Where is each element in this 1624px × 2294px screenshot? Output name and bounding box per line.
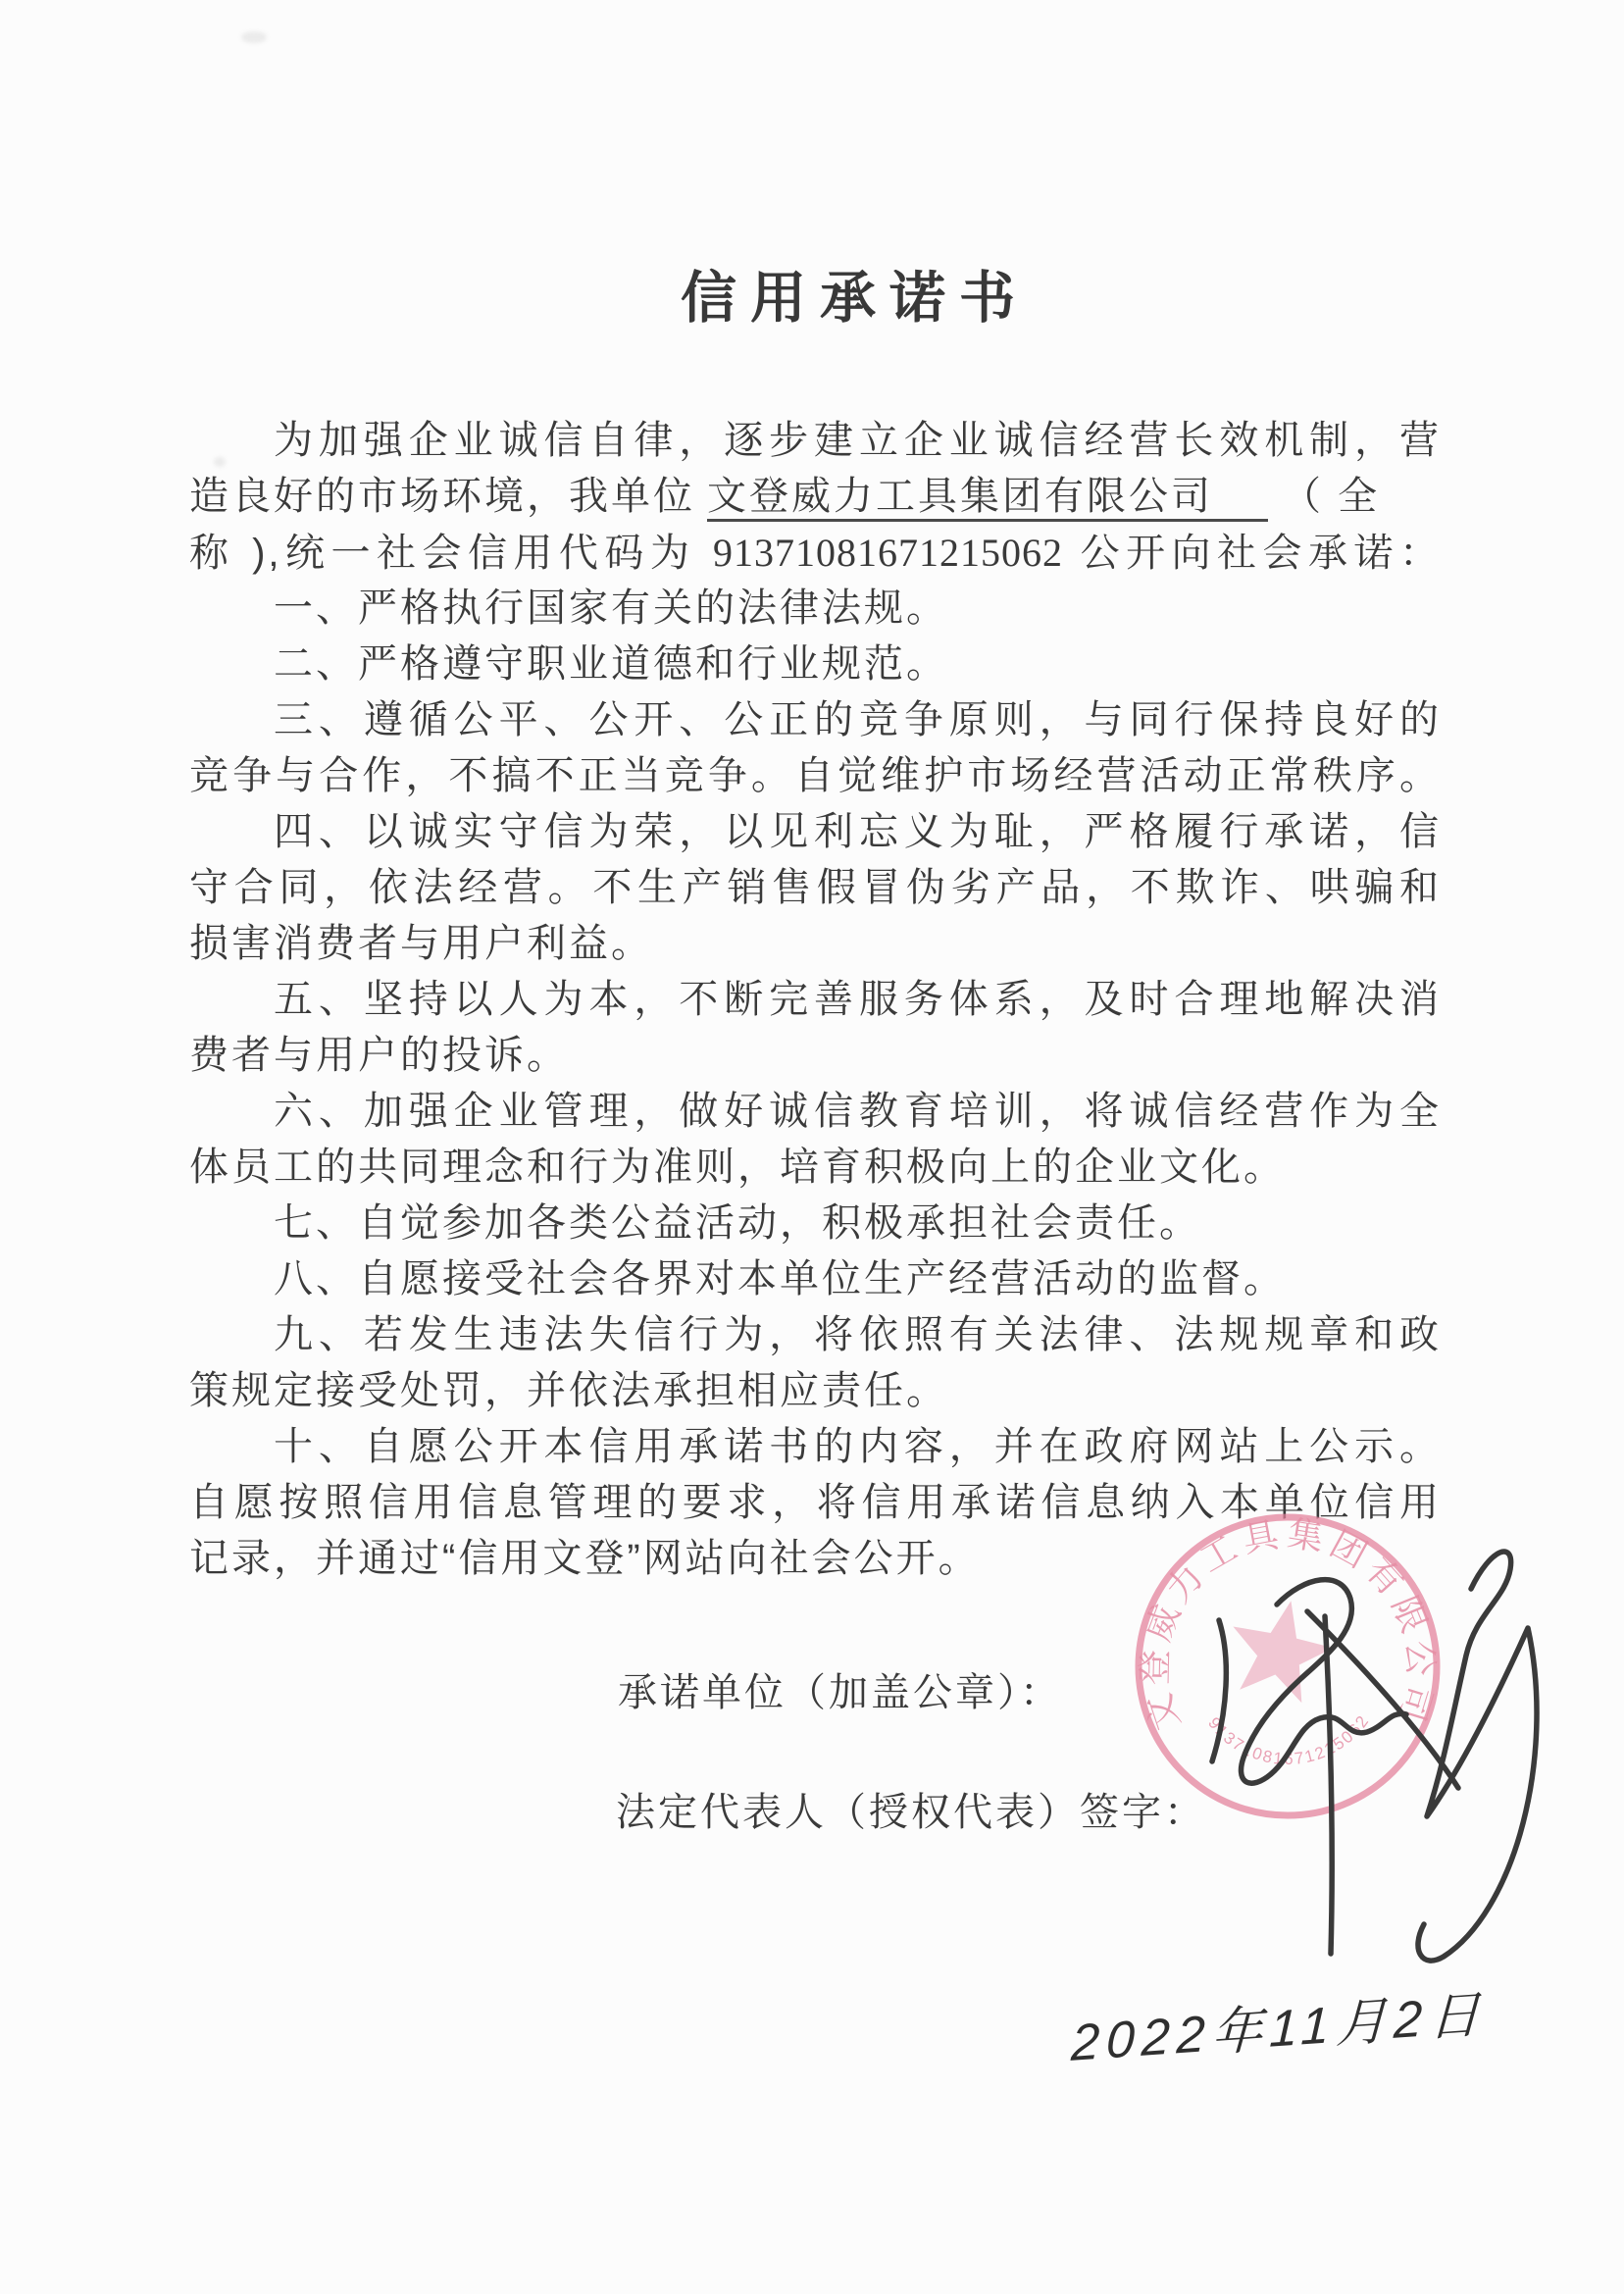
body-line: 二、严格遵守职业道德和行业规范。 — [274, 642, 948, 686]
body-line: 体员工的共同理念和行为准则，培育积极向上的企业文化。 — [189, 1146, 1286, 1189]
seal-company-name: 文登威力工具集团有限公司 — [1134, 1512, 1442, 1736]
legal-representative-signature — [1118, 1452, 1624, 2001]
paper-smudge — [241, 31, 267, 43]
body-line: 守合同，依法经营。不生产销售假冒伪劣产品，不欺诈、哄骗和 — [189, 866, 1442, 909]
body-line: 四、以诚实守信为荣，以见利忘义为耻，严格履行承诺，信 — [274, 810, 1442, 853]
body-line: 六、加强企业管理，做好诚信教育培训，将诚信经营作为全 — [274, 1090, 1442, 1133]
handwritten-date: 2022年11月2日 — [1070, 1986, 1488, 2072]
body-line: 八、自愿接受社会各界对本单位生产经营活动的监督。 — [274, 1257, 1286, 1300]
body-line — [189, 525, 1442, 581]
letter-body — [189, 413, 1442, 1587]
line2-prefix: 造良好的市场环境，我单位 — [189, 475, 695, 518]
body-line: 七、自觉参加各类公益活动，积极承担社会责任。 — [274, 1201, 1201, 1245]
line3-prefix: 称 ),统一社会信用代码为 — [189, 532, 713, 575]
company-name-underlined: 文登威力工具集团有限公司 — [707, 475, 1268, 522]
body-line — [189, 469, 1442, 525]
body-line: 为加强企业诚信自律，逐步建立企业诚信经营长效机制，营 — [274, 419, 1442, 462]
line3-suffix: 公开向社会承诺： — [1062, 532, 1442, 575]
body-line: 记录，并通过“信用文登”网站向社会公开。 — [189, 1537, 981, 1580]
body-line: 竞争与合作，不搞不正当竞争。自觉维护市场经营活动正常秩序。 — [189, 754, 1442, 797]
page-title: 信用承诺书 — [681, 267, 1029, 330]
body-line: 费者与用户的投诉。 — [189, 1034, 569, 1077]
body-line: 三、遵循公平、公开、公正的竞争原则，与同行保持良好的 — [274, 698, 1442, 741]
seal-code: 91371081671215062 — [1204, 1710, 1374, 1769]
body-line: 损害消费者与用户利益。 — [189, 922, 653, 965]
body-line: 策规定接受处罚，并依法承担相应责任。 — [189, 1369, 948, 1412]
body-line: 九、若发生违法失信行为，将依照有关法律、法规规章和政 — [274, 1313, 1442, 1356]
body-line: 十、自愿公开本信用承诺书的内容，并在政府网站上公示。 — [274, 1425, 1442, 1468]
credit-code: 91371081671215062 — [712, 531, 1063, 575]
body-line: 五、坚持以人为本，不断完善服务体系，及时合理地解决消 — [274, 978, 1442, 1021]
body-line: 一、严格执行国家有关的法律法规。 — [274, 586, 948, 630]
line2-suffix: （ 全 — [1282, 475, 1381, 518]
legal-representative-label: 法定代表人（授权代表）签字： — [616, 1791, 1206, 1834]
body-line: 自愿按照信用信息管理的要求，将信用承诺信息纳入本单位信用 — [189, 1481, 1442, 1524]
commitment-unit-label: 承诺单位（加盖公章）： — [618, 1671, 1062, 1714]
